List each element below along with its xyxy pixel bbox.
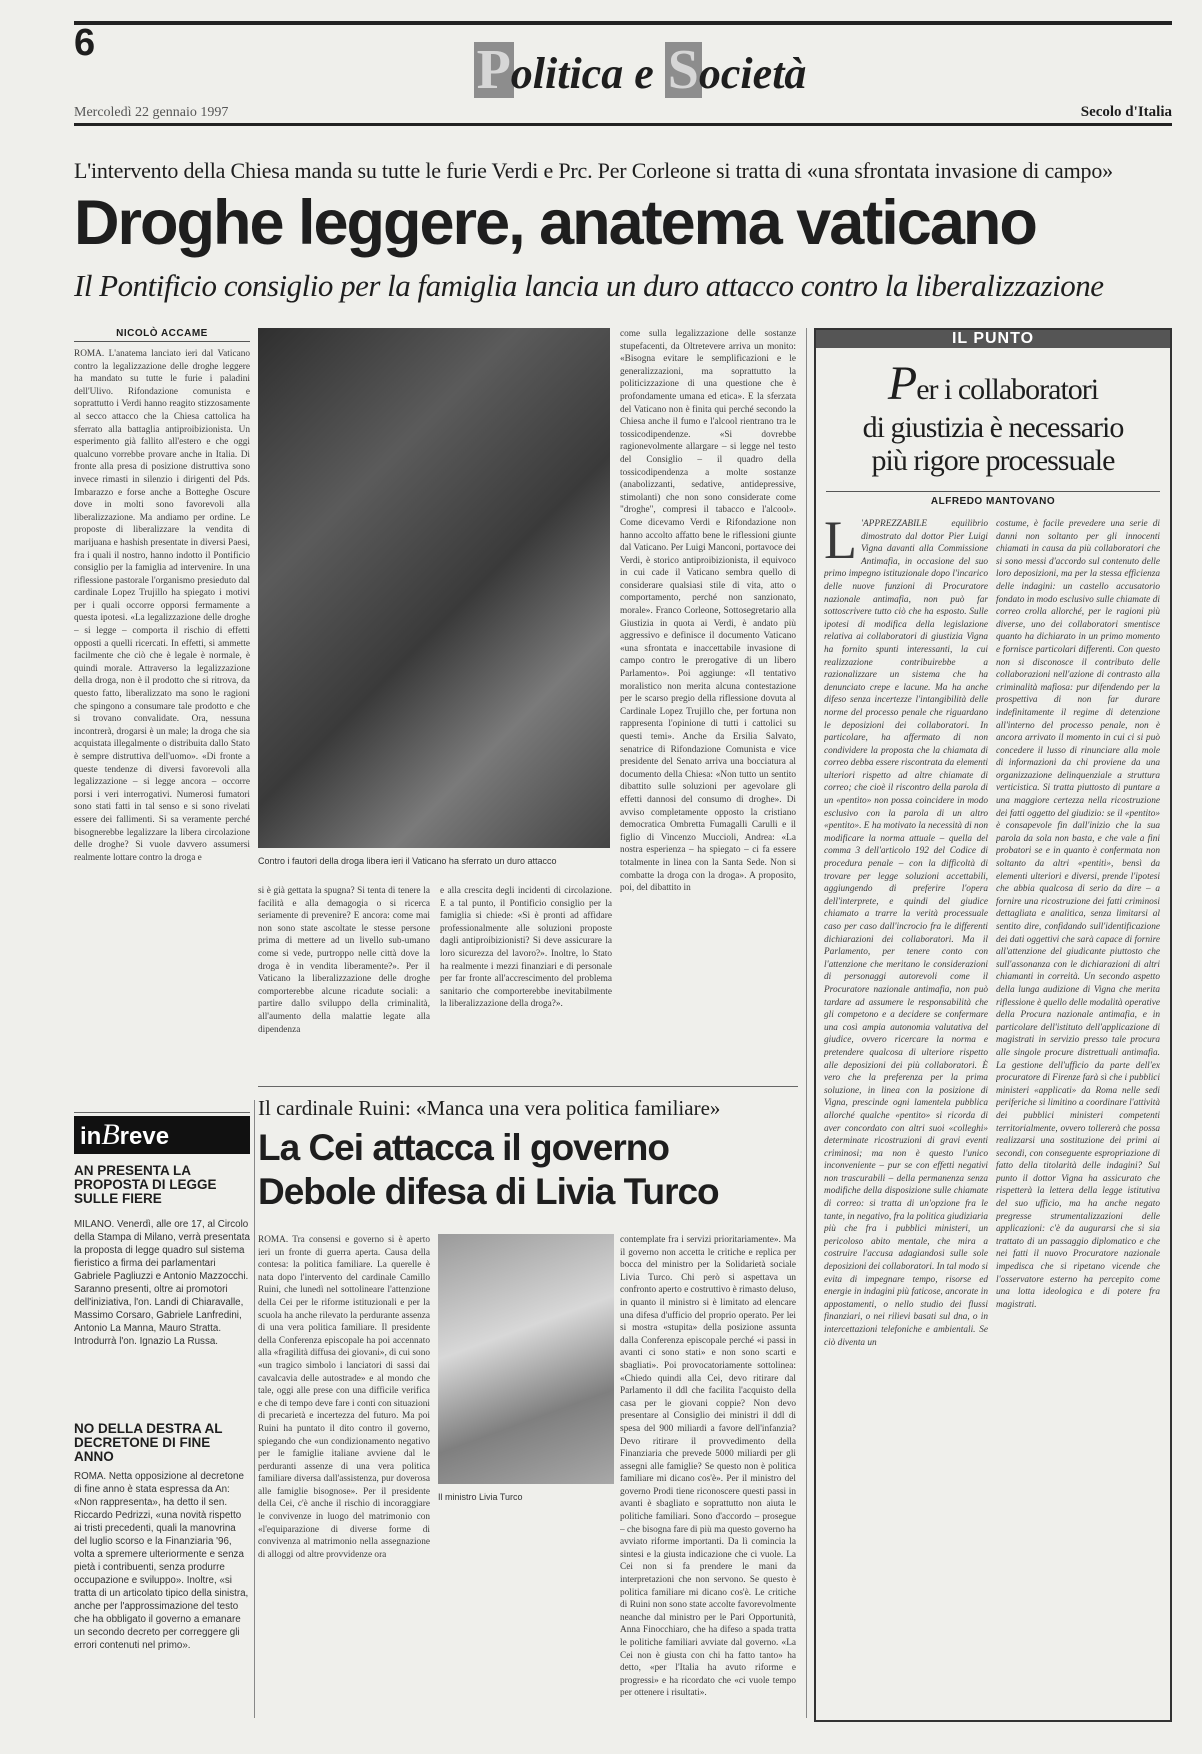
- in-breve-item1-body: MILANO. Venerdì, alle ore 17, al Circolo della Stampa di Milano, verrà presentata la proposta di legge quadro sul sistema fieristico a firma dei parlamentari Gabriele Pagliuzzi e Antonio Mazzocchi. Saranno presenti, oltre ai promotori dell'iniziativa, l'on. Landi di Chiaravalle, Massimo Corsaro, Gabriele Lanfredini, Antonio La Manna, Mauro Stratta. Introdurrà l'on. Ignazio La Russa.: [74, 1219, 250, 1347]
- il-punto-title: [816, 358, 1170, 477]
- main-kicker: L'intervento della Chiesa manda su tutte le furie Verdi e Prc. Per Corleone si tratta di «una sfrontata invasione di campo»: [74, 158, 1113, 183]
- cei-kicker: Il cardinale Ruini: «Manca una vera politica familiare»: [258, 1096, 721, 1120]
- cei-headline: [258, 1126, 798, 1214]
- il-punto-col-1-text: 'APPREZZABILE equilibrio dimostrato dal dottor Pier Luigi Vigna davanti alla Commissione Antimafia, in occasione del suo primo impegno istituzionale dopo l'incarico delle nuove funzioni di Procuratore nazionale antimafia, non può far sottoscrivere tutto ciò che ha esposto. Sulle ipotesi di modifica della legislazione relativa ai collaboratori di giustizia Vigna ha fornito spunti interessanti, la cui realizzazione contribuirebbe a razionalizzare un sistema che ha denunciato crepe e lacune. Ma ha anche difeso senza incertezze l'intangibilità delle norme del processo penale che riguardano le deposizioni dei collaboratori. In particolare, ha affermato di non condividere la proposta che la chiamata di correo debba essere riscontrata da elementi ulteriori rispetto ad altre chiamate di correo; che cioè il riscontro della parola di un «pentito» non possa coincidere in modo esclusivo con la parola di un altro «pentito». E ha motivato la necessità di non modificare la norma attuale – quella del comma 3 dell'articolo 192 del Codice di procedura penale – con la difficoltà di trovare per legge soluzioni accettabili, aggiungendo di preferire l'opera dell'interprete, e quindi del giudice chiamato a trarre la verità processuale caso per caso dall'incrocio fra le differenti dichiarazioni dei collaboratori. Ma il Parlamento, per tenere conto con l'attenzione che meritano le considerazioni di personaggi autorevoli come il Procuratore nazionale antimafia, non può tardare ad assumere le responsabilità che gli competono e a decidere se confermare una così ampia autonomia valutativa del giudice, ovvero ricercare la norma e pretendere qualcosa di ulteriore rispetto alle deposizioni dei più collaboratori. È vero che la preferenza per la prima soluzione, in linea con la posizione di Vigna, prescinde ogni lamentela pubblica allorché qualche «pentito» si ricorda di aver concordato con altri suoi «colleghi» determinate ricostruzioni di gravi eventi criminosi; ma non è questo l'unico inconveniente – pur se con effetti negativi non trascurabili – della permanenza senza modifiche della disposizione sulle chiamate di correo: si tratta di un'opzione fra le tante, in negativo, fra la politica giudiziaria più che fra i pubblici ministeri, un pericoloso abito mentale, che mira a costruire l'accusa adagiandosi sulle sole deposizioni dei collaboratori. In tal modo si evita di impegnare tempo, risorse ed energie in indagini più faticose, ancorate in appostamenti, o nello studio dei flussi finanziari, o nei rilievi basati sul dna, o in intercettazioni telefoniche e ambientali. Se ciò diventa un: [824, 519, 988, 1348]
- cei-col-1: ROMA. Tra consensi e governo si è aperto ieri un fronte di guerra aperta. Causa della contesa: la politica familiare. La querelle è nata dopo l'intervento del cardinale Camillo Ruini, che lunedì nel sottolineare l'attenzione della Cei per le riforme istituzionali e per la scuola ha anche rilevato la perdurante assenza di una vera politica familiare. Il presidente della Conferenza episcopale ha poi accennato alla «fragilità diffusa dei giovani», di cui sono «un tragico simbolo i lanciatori di sassi dai cavalcavia delle autostrade» e al mondo che tale, oggi alle prese con una difficile verifica e che di tempo deve fare i conti con situazioni di precarietà e incertezza del futuro. Ma poi Ruini ha puntato il dito contro il governo, spiegando che «un condizionamento negativo per le famiglie italiane avviene dal le perduranti assenze di una vera politica familiare diversa dall'assistenza, pur doverosa alle famiglie bisognose». Per il presidente della Cei, c'è anche il rischio di incoraggiare le convivenze in luogo del matrimonio con «l'equiparazione di diverse forme di convivenza al matrimonio nella assegnazione di alloggi od altre provvidenze ora: [258, 1235, 430, 1560]
- il-punto-box: [814, 328, 1172, 1722]
- section-title-cap1: P: [474, 42, 514, 98]
- cei-top-rule: [258, 1086, 798, 1087]
- in-breve-item1-head: AN PRESENTA LA PROPOSTA DI LEGGE SULLE FIERE: [74, 1163, 217, 1206]
- publication-name: Secolo d'Italia: [1080, 104, 1172, 120]
- il-punto-label: IL PUNTO: [816, 330, 1170, 348]
- issue-date: Mercoledì 22 gennaio 1997: [74, 105, 229, 120]
- in-breve-label: [74, 1116, 250, 1154]
- il-punto-byline: ALFREDO MANTOVANO: [826, 491, 1160, 509]
- dateline: [74, 103, 1172, 126]
- in-breve-label-b: B: [101, 1118, 120, 1151]
- main-byline: NICOLÒ ACCAME: [74, 328, 250, 342]
- il-punto-title-line2: di giustizia è necessario: [862, 410, 1124, 444]
- in-breve-top-rule: [74, 1112, 250, 1113]
- cei-col-2: contemplate fra i servizi prioritariamente». Ma il governo non accetta le critiche e replica per bocca del ministro per la Solidarietà sociale Livia Turco. Chi però si aspettava un confronto aperto e costruttivo è rimasto deluso, in quanto il ministro si è limitato ad elencare una difesa d'ufficio del proprio operato. Per lei si mostra «stupita» della posizione assunta dalla Conferenza episcopale perché «i passi in avanti ci sono stati» e non sono scarti e sbagliati». Poi provocatoriamente sottolinea: «Chiedo quindi alla Cei, devo ritirare dal Parlamento il ddl che facilita l'acquisto della casa per le giovani coppie? Non devo presentare al Consiglio dei ministri il ddl di spesa del 900 miliardi a favore dell'infanzia? Devo ritirare il provvedimento della Finanziaria che prevede 5000 miliardi per gli assegni alle famiglie? Se questo non è politica familiare mi dicano cos'è». Per il ministro del governo Prodi tiene riconoscere questi passi in avanti è sbagliato e soprattutto non aiuta le politiche familiari. Sono d'accordo – prosegue – che bisogna fare di più ma questo governo ha avviato riforme importanti. Da lì comincia la sintesi e la giusta indicazione che ci vuole. La Cei non si fa prendere le mani da interpretazioni che non servono. Se questo è politica familiare mi dicano cos'è. Le critiche di Ruini non sono state accolte favorevolmente neanche dal ministro per le Pari Opportunità, Anna Finocchiaro, che ha difeso a spada tratta le politiche familiari avviate dal governo. «La Cei non è giusta con chi ha fatto tanto» ha detto, «per l'Italia ha avuto riforme e progressi» e ha ricordato che «ci vuole tempo per ottenere i risultati».: [620, 1235, 796, 1699]
- in-breve-label-in: in: [80, 1123, 102, 1150]
- main-photo-caption: Contro i fautori della droga libera ieri il Vaticano ha sferrato un duro attacco: [258, 856, 557, 866]
- il-punto-title-line1: er i collaboratori: [916, 373, 1099, 406]
- top-rule: [74, 21, 1172, 25]
- section-title: [440, 39, 840, 101]
- in-breve-item2-head: NO DELLA DESTRA AL DECRETONE DI FINE ANNO: [74, 1421, 223, 1464]
- main-headline: Droghe leggere, anatema vaticano: [74, 188, 1036, 258]
- column-rule: [806, 328, 807, 1718]
- section-title-rest1: olitica e: [510, 49, 665, 98]
- breve-rule: [254, 1100, 255, 1718]
- section-title-cap2: S: [665, 42, 702, 98]
- cei-photo-caption: Il ministro Livia Turco: [438, 1492, 523, 1502]
- in-breve-item2-body: ROMA. Netta opposizione al decretone di fine anno è stata espressa da An: «Non rappresenta», ha detto il sen. Riccardo Pedrizzi, «una novità rispetto ai tristi precedenti, quali la manovrina del luglio scorso e la Finanziaria '96, volta a spremere ulteriormente e senza pietà i contribuenti, senza produrre occupazione e sviluppo». Inoltre, «si tratta di un articolato tipico della sinistra, anche per l'approssimazione del testo che ha obbligato il governo a emanare un secondo decreto per correggere gli errori contenuti nel primo».: [74, 1471, 249, 1651]
- il-punto-col-2: costume, è facile prevedere una serie di danni non soltanto per gli innocenti chiamati in causa da più collaboratori che si sono messi d'accordo sul contenuto delle loro deposizioni, ma per la stessa efficienza delle indagini: un castello accusatorio fondato in modo esclusivo sulle chiamate di correo crolla allorché, per le ragioni più diverse, uno dei collaboratori smentisce quanto ha dichiarato in un primo momento e fornisce particolari differenti. Con questo non si disconosce il contributo delle collaborazioni nell'azione di contrasto alla criminalità mafiosa: pur difendendo per la prospettiva di non far durare indefinitamente il regime di detenzione all'interno del processo penale, non è ancora arrivato il momento in cui ci si può concedere il lusso di rinunciare alla mole di informazioni da chi proviene da una organizzazione delinquenziale a struttura verticistica. Si tratta piuttosto di puntare a una maggiore certezza nella ricostruzione dei fatti oggetto del giudizio: se il «pentito» è consapevole fin dall'inizio che la sua parola da sola non basta, e che vale a fini probatori se e in quanto è confermata non soltanto da altri «pentiti», bensì da elementi ulteriori e diversi, prende l'ipotesi che abbia qualcosa di serio da dire – a fornire una ricostruzione dei fatti criminosi dettagliata e analitica, senza limitarsi al sentito dire, confidando sull'identificazione dei dati oggettivi che sarà capace di fornire all'attenzione del giudicante piuttosto che sull'assonanza con le dichiarazioni di altri chiamanti in correità. Un secondo aspetto della lunga audizione di Vigna che merita riflessione è quello delle modalità operative della Procura nazionale antimafia, e in particolare dell'istituto dell'applicazione di magistrati in servizio presso tale procura alle singole procure distrettuali antimafia. La gestione dell'ufficio da parte dell'ex procuratore di Firenze farà sì che i pubblici ministeri «applicati» da Roma nelle sedi periferiche si limitino a coordinare l'attività dei pubblici ministeri competenti territorialmente, ovvero tollererà che possa realizzarsi una sostituzione dei primi ai secondi, con conseguente espropriazione di fatto della titolarità delle indagini? Sul punto il dottor Vigna ha assicurato che rispetterà la lettera della legge istitutiva del suo ufficio, ma ha anche negato pregresse strumentalizzazioni delle applicazioni: c'è da augurarsi che si sia trattato di un passaggio diplomatico e che nei fatti il nuovo Procuratore nazionale impedisca che si ripetano vicende che l'osservatore esterno ha percepito come una lotta ideologica e di potere fra magistrati.: [996, 519, 1160, 1310]
- cei-headline-line2: Debole difesa di Livia Turco: [258, 1171, 719, 1212]
- il-punto-title-cap: P: [887, 357, 917, 410]
- il-punto-title-line3: più rigore processuale: [871, 443, 1115, 477]
- in-breve-label-rest: reve: [119, 1123, 170, 1150]
- main-photo: [258, 328, 610, 848]
- il-punto-col-1: [824, 518, 988, 1708]
- cei-headline-line1: La Cei attacca il governo: [258, 1127, 669, 1168]
- page-number: 6: [74, 22, 96, 64]
- il-punto-dropcap: L: [824, 518, 857, 570]
- cei-photo: [438, 1234, 614, 1484]
- main-byline-block: [74, 328, 250, 342]
- main-subhead: Il Pontificio consiglio per la famiglia lancia un duro attacco contro la liberalizzazione: [74, 268, 1104, 303]
- main-col-2: si è già gettata la spugna? Si tenta di tenere la facilità e alla demagogia o si ricerca seriamente di prevenire? E ancora: come mai non sono state ascoltate le stesse persone prima di mettere ad un livello sub-umano come si vede, purtroppo nelle città dove la droga è in vendita liberamente?». Per il Vaticano la liberalizzazione delle droghe comporterebbe alcune ricadute sociali: a partire dallo sviluppo della criminalità, all'aumento della malattie legate alla dipendenza: [258, 886, 430, 1035]
- main-col-1: ROMA. L'anatema lanciato ieri dal Vaticano contro la legalizzazione delle droghe leggere ha mandato su tutte le furie i paladini dell'Ulivo. Rifondazione comunista e soprattutto i Verdi hanno reagito stizzosamente al secco attacco che la Chiesa cattolica ha sferrato alla battaglia antiproibizionista. Un esperimento già fallito all'estero e che oggi qualcuno vorrebbe provare anche in Italia. Di fronte alla presa di posizione distruttiva sono invece rimasti in silenzio i dirigenti del Pds. Imbarazzo e forse anche a Botteghe Oscure dove in molti sono favorevoli alla liberalizzazione. Ma andiamo per ordine. Le proposte di liberalizzare la vendita di marijuana e hashish presentate in diversi Paesi, fra i quali il nostro, hanno indotto il Pontificio consiglio per la famiglia ad intervenire. In una riflessione pastorale l'organismo presieduto dal cardinale Lopez Trujillo ha spiegato i motivi per i quali occorre opporsi fermamente a questa ipotesi. «La legalizzazione delle droghe – si legge – comporta il rischio di effetti opposti a quelli ricercati. In effetti, si ammette facilmente che ciò che è legale è normale, è quindi morale. Attraverso la legalizzazione della droga, non è il prodotto che si ritrova, da questo fatto, liberalizzato ma sono le ragioni che spingono a consumare tale prodotto e che si trovano convalidate. Ora, nessuna incontrerà, drogarsi è un male; la droga che sia acquistata illegalmente o distribuita dallo Stato è sempre distruttiva dell'uomo». «Di fronte a queste tendenze di diversi favorevoli alla legalizzazione – si legge ancora – occorre porsi i veri interrogativi. Numerosi fumatori sono stati fatti in tal senso e si sono rivelati essere dei fallimenti. Si sa veramente perché bisognerebbe legalizzare la libera circolazione delle droghe? Si vuole davvero assumersi realmente lottare contro la droga e: [74, 349, 250, 863]
- section-title-rest2: ocietà: [698, 49, 807, 98]
- main-col-4: come sulla legalizzazione delle sostanze stupefacenti, da Oltretevere arriva un monito: «Bisogna evitare le semplificazioni e le generalizzazioni, ma soprattutto la politicizzazione di una questione che è profondamente umana ed etica». E la sferzata del Vaticano non è finita qui perché secondo la Chiesa anche il fumo e l'alcool rientrano tra le tossicodipendenze. «Si dovrebbe ragionevolmente allargare – si legge nel testo del Consiglio – il quadro della tossicodipendenza a molte sostanze (anabolizzanti, sedative, antidepressive, stimolanti) che non sono considerate come "droghe", compresi il tabacco e l'alcool». Come dicevamo Verdi e Rifondazione non hanno accolto affatto bene le riflessioni giunte dal Vaticano. Per Luigi Manconi, portavoce dei Verdi, è storico antiproibizionista, il equivoco in cui cade il Vaticano sembra quello di considerare qualsiasi stile di vita, atto o comportamento, perché non sanzionato, morale». Franco Corleone, Sottosegretario alla Giustizia in quota ai Verdi, è andato più aggressivo e definisce il documento Vaticano «una sfrontata e inaccettabile invasione di campo contro le prerogative di un libero Parlamento». Poi aggiunge: «Il tentativo moralistico non merita alcuna contestazione per le scarso pregio della riflessione dovuta al Cardinale Lopez Trujillo che, per fortuna non rappresenta l'opinione di tutti i cattolici su questi temi». Anche da Ersilia Salvato, senatrice di Rifondazione Comunista e vice presidente del Senato arriva una bocciatura al documento della Chiesa: «Non tutto un sentito dibattito sulle soluzioni per agevolare gli effetti dannosi del consumo di droghe». Di avviso completamente opposto la cristiano democratica Ombretta Fumagalli Carulli e il figlio di Vincenzo Muccioli, Andrea: «La nostra esperienza – ha spiegato – ci fa essere totalmente in linea con la Santa Sede. Non si combatte la droga con la droga». A proposito, poi, del dibattito in: [620, 329, 796, 894]
- main-col-3: e alla crescita degli incidenti di circolazione. E a tal punto, il Pontificio consiglio per la famiglia si chiede: «Si è pronti ad affidare professionalmente alle soluzioni proposte dagli antiproibizionisti? Si deve assicurare la loro sicurezza del lavoro?». Inoltre, lo Stato ha realmente i mezzi finanziari e di personale per far fronte all'accrescimento del problema sanitario che comporterebbe inevitabilmente la liberalizzazione della droga?».: [440, 886, 612, 1010]
